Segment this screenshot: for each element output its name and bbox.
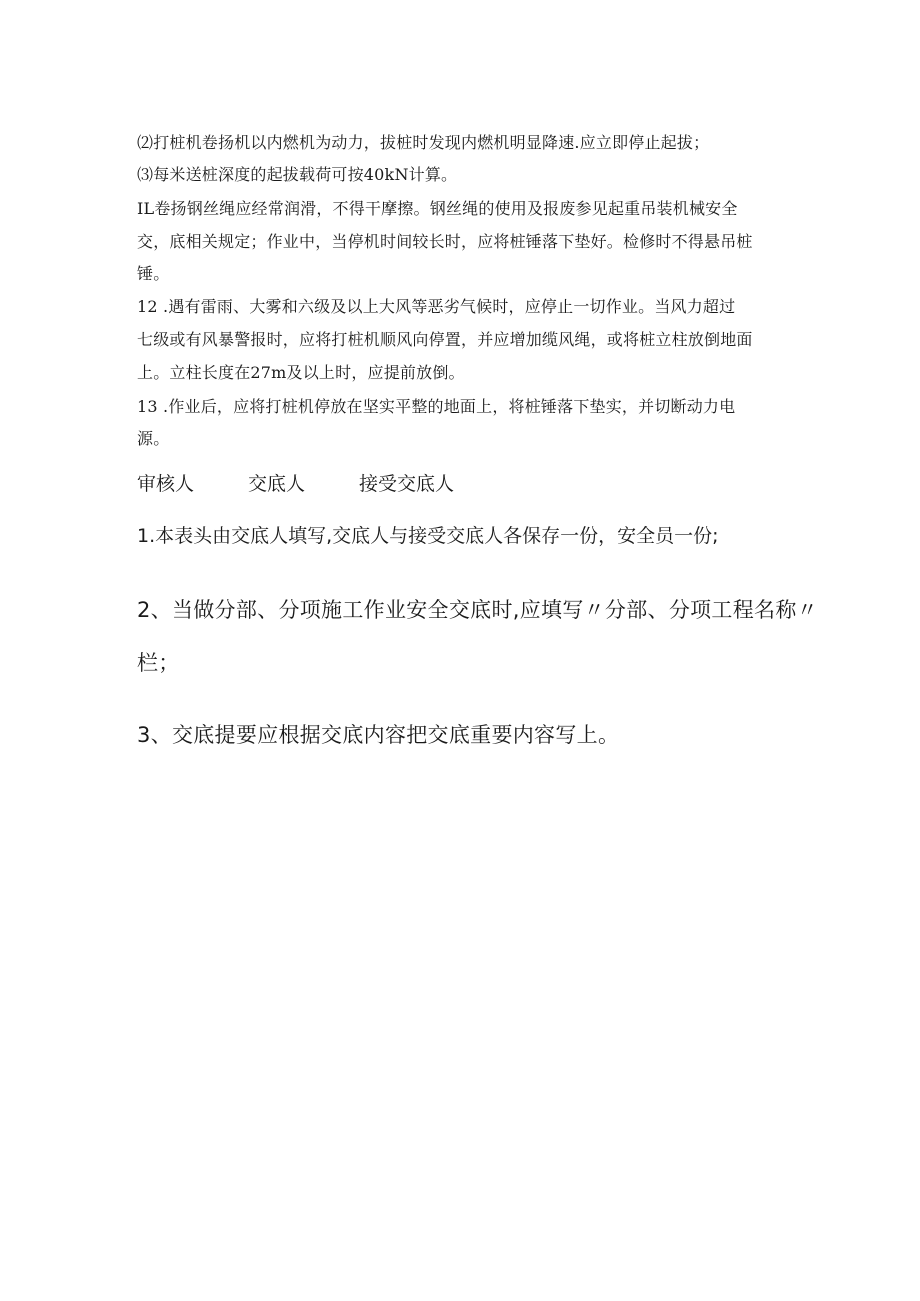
body-line-9: 13 .作业后，应将打桩机停放在坚实平整的地面上，将桩锤落下垫实，并切断动力电 <box>137 397 736 416</box>
body-line-7: 七级或有风暴警报时，应将打桩机顺风向停置，并应增加缆风绳，或将桩立柱放倒地面 <box>137 330 753 349</box>
body-line-3: IL卷扬钢丝绳应经常润滑，不得干摩擦。钢丝绳的使用及报废参见起重吊装机械安全 <box>137 199 738 218</box>
reviewer-label: 审核人 <box>137 473 195 495</box>
note-3: 3、交底提要应根据交底内容把交底重要内容写上。 <box>137 723 620 747</box>
body-line-1: ⑵打桩机卷扬机以内燃机为动力，拔桩时发现内燃机明显降速.应立即停止起拔； <box>137 133 710 152</box>
body-line-8: 上。立柱长度在27m及以上时，应提前放倒。 <box>137 363 465 382</box>
body-line-5: 锤。 <box>137 264 170 283</box>
presenter-label: 交底人 <box>248 473 306 495</box>
signature-row <box>137 472 797 496</box>
note-2-line-1: 2、当做分部、分项施工作业安全交底时,应填写〃分部、分项工程名称〃 <box>137 598 818 622</box>
note-2-line-2: 栏； <box>137 651 180 675</box>
body-line-10: 源。 <box>137 429 170 448</box>
body-line-4: 交，底相关规定；作业中，当停机时间较长时，应将桩锤落下垫好。检修时不得悬吊桩 <box>137 232 753 251</box>
body-line-2: ⑶每米送桩深度的起拔载荷可按40kN计算。 <box>137 165 458 184</box>
receiver-label: 接受交底人 <box>359 473 455 495</box>
body-line-6: 12 .遇有雷雨、大雾和六级及以上大风等恶劣气候时，应停止一切作业。当风力超过 <box>137 297 736 316</box>
note-1: 1.本表头由交底人填写,交底人与接受交底人各保存一份，安全员一份; <box>137 525 719 547</box>
